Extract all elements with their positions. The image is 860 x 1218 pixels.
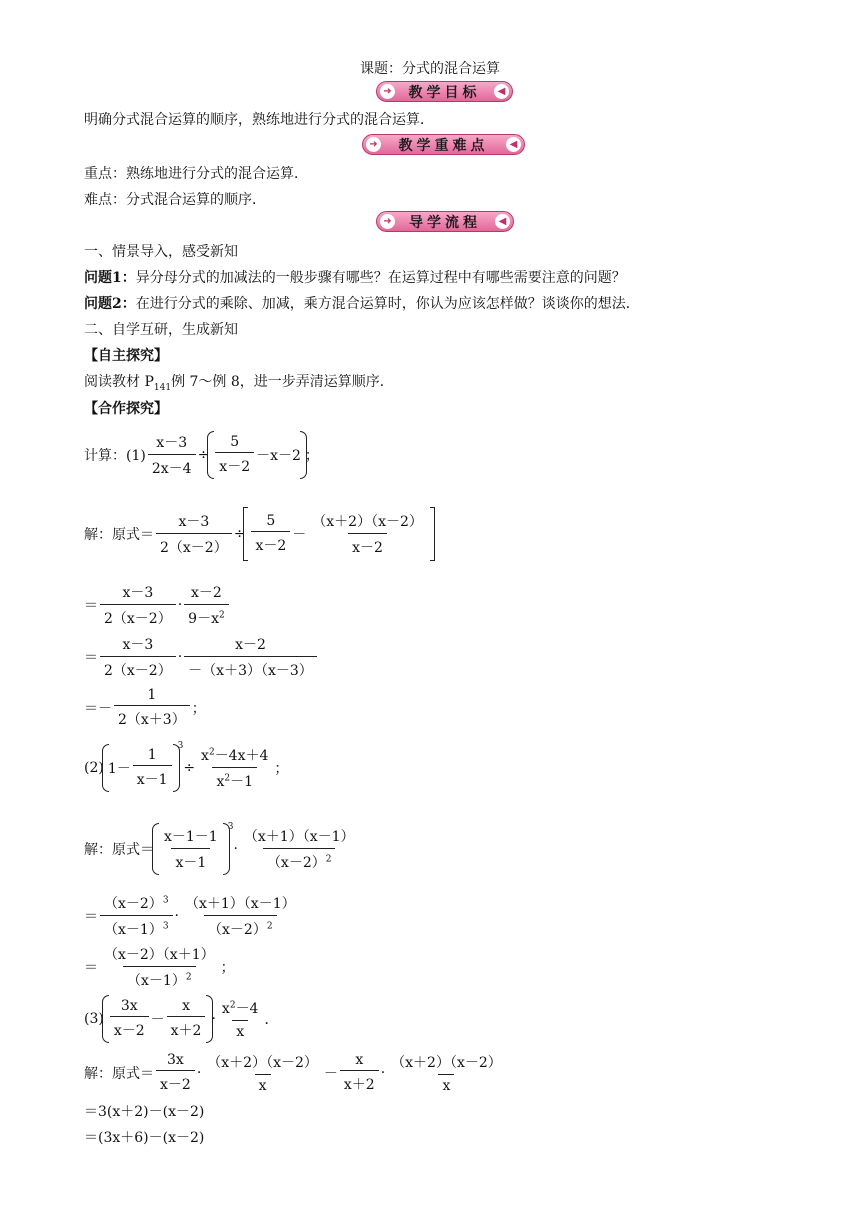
parenthesis-group: 3x x－2 － x x＋2 (104, 998, 212, 1040)
solution-3-line-2: ＝3(x＋2)－(x－2) (84, 1104, 205, 1120)
goal-text: 明确分式混合运算的顺序，熟练地进行分式的混合运算． (84, 112, 434, 128)
solution-1-line-2: ＝ x－3 2（x－2） · x－2 $9-x^2$ (84, 582, 231, 628)
solution-3-line-3: ＝(3x＋6)－(x－2) (84, 1130, 205, 1146)
arrow-left-icon: ◀ (494, 84, 509, 99)
arrow-left-icon: ◀ (506, 137, 521, 152)
solution-1-line-4: ＝－ 1 2（x＋3） ； (84, 687, 206, 728)
bracket-group: 5 x－2 － （x＋2）（x－2） x－2 (245, 511, 432, 557)
page-subscript: 141 (153, 382, 172, 393)
reading-text-start: 阅读教材 P (84, 374, 154, 390)
question-1 (84, 267, 626, 287)
self-explore-heading: 【自主探究】 (84, 348, 168, 364)
arrow-right-icon: ➜ (366, 137, 381, 152)
solution-1-line-1: 解：原式＝ $\frac{x-3}{2(x-2)}$ ÷ 5 x－2 － （x＋2）（x－2） x－2 (84, 511, 433, 557)
difficulty-text: 难点：分式混合运算的顺序． (84, 192, 266, 208)
example-2-prefix: (2) (84, 760, 104, 776)
banner-learning-process (376, 211, 514, 232)
divide-sign: ÷ (197, 447, 210, 463)
question-1-label: 问题1： (84, 270, 136, 286)
arrow-right-icon: ➜ (380, 84, 395, 99)
example-3-prefix: (3) (84, 1011, 104, 1027)
arrow-right-icon: ➜ (380, 214, 395, 229)
key-point-text: 重点：熟练地进行分式的混合运算． (84, 166, 308, 182)
parenthesis-group: 5 x－2 －x－2 (209, 434, 305, 476)
solution-lead: 解：原式＝ (84, 1066, 154, 1082)
question-2-text: 在进行分式的乘除、加减，乘方混合运算时，你认为应该怎样做？谈谈你的想法． (135, 296, 640, 312)
question-2-label: 问题2： (84, 296, 136, 312)
banner-teaching-goals (376, 81, 513, 102)
solution-lead: 解：原式＝ (84, 527, 154, 543)
reading-instruction (84, 371, 394, 393)
question-1-text: 异分母分式的加减法的一般步骤有哪些？在运算过程中有哪些需要注意的问题？ (135, 270, 626, 286)
solution-2-line-1: 解：原式＝ x－1－1 x－1 $^3$ · （x＋1）（x－1） $(x-2)^2$ (84, 822, 355, 871)
parenthesis-group: 1－ 1 x－1 (104, 747, 178, 789)
fraction: $\frac{x-3}{2x-4}$ (148, 432, 196, 478)
example-2: (2) 1－ 1 x－1 $^3$ ÷ $\frac{x^2-4x+4}{x^2-1}$ ； (84, 741, 289, 790)
solution-2-line-3: ＝ （x－2）（x＋1） $(x-1)^2$ ； (84, 947, 235, 989)
section-heading-2: 二、自学互研，生成新知 (84, 322, 238, 338)
solution-1-line-3: ＝ x－3 2（x－2） · x－2 －（x＋3）（x－3） (84, 634, 319, 680)
example-3: (3) 3x x－2 － x x＋2 · $x^2-4$ x ． (84, 998, 279, 1040)
banner-key-points (362, 134, 525, 155)
coop-explore-heading: 【合作探究】 (84, 401, 168, 417)
reading-text-end: 例 7～例 8，进一步弄清运算顺序． (171, 374, 394, 390)
parenthesis-group: x－1－1 x－1 (154, 826, 228, 872)
solution-3-line-1: 解：原式＝ 3x x－2 · （x＋2）（x－2） x － x x＋2 · （x＋2）（x－2） x (84, 1052, 502, 1094)
example-1: 计算：(1) $\frac{x-3}{2x-4}$ ÷ 5 x－2 －x－2 ； (84, 434, 319, 477)
solution-2-line-2: ＝ $(x-2)^3$ $(x-1)^3$ · （x＋1）（x－1） $(x-2)^2$ (84, 895, 296, 938)
page-title: 课题：分式的混合运算 (360, 61, 500, 77)
example-1-prefix: 计算：(1) (84, 448, 146, 464)
question-2 (84, 293, 640, 313)
banner-label: 导学流程 (409, 214, 481, 231)
arrow-left-icon: ◀ (495, 214, 510, 229)
solution-lead: 解：原式＝ (84, 842, 154, 858)
banner-label: 教学目标 (408, 84, 481, 101)
banner-label: 教学重难点 (398, 137, 489, 154)
section-heading-1: 一、情景导入，感受新知 (84, 244, 238, 260)
